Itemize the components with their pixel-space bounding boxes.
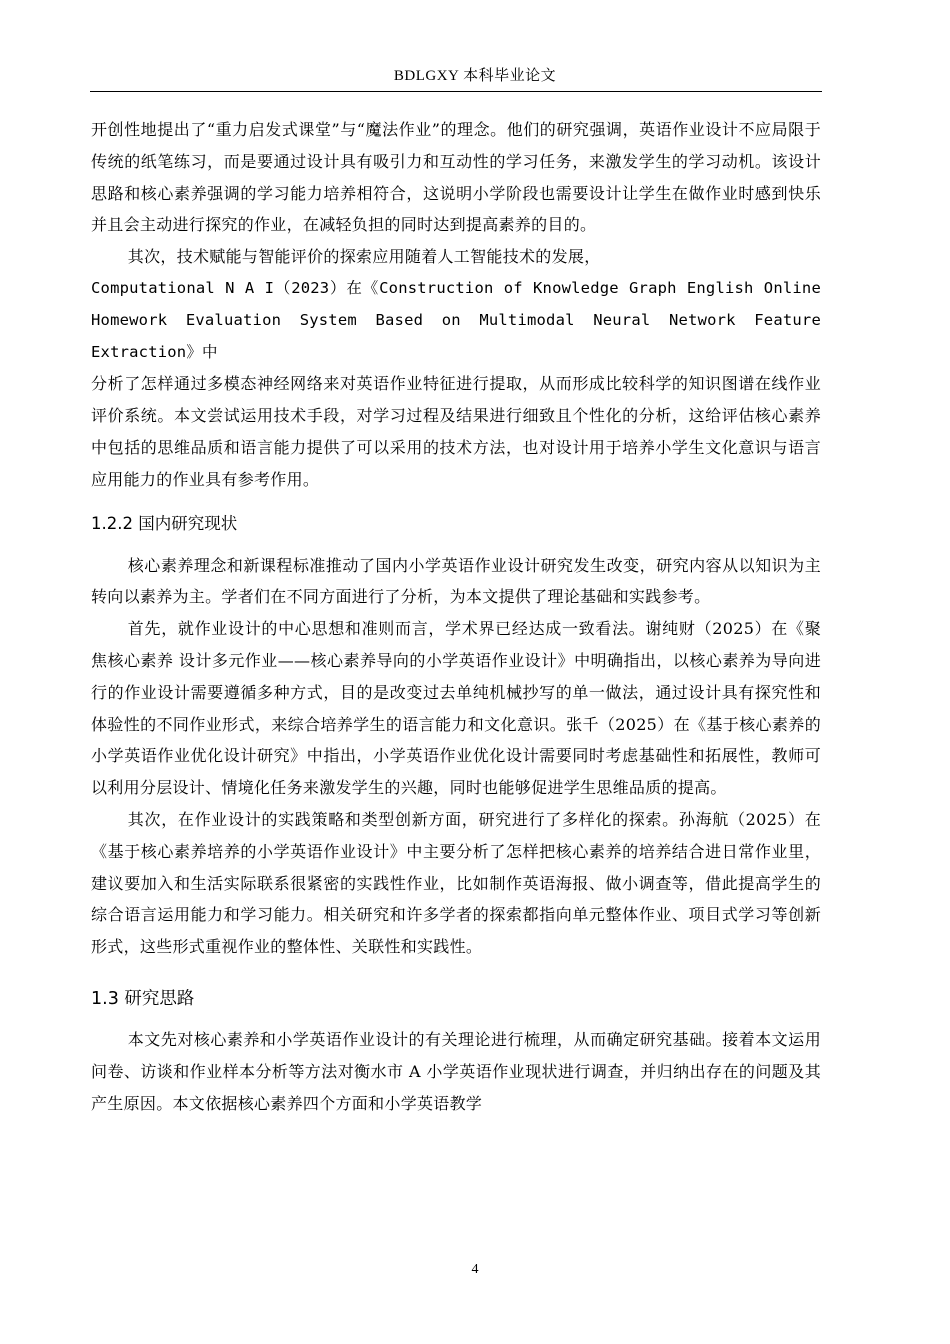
running-header: BDLGXY 本科毕业论文 xyxy=(393,68,557,84)
paragraph-technology-citation: Computational N A I（2023）在《Construction of Knowledge Graph English Online Homework Evaluation System Based on Multimodal Neural Network Feature Extraction》中 xyxy=(91,278,821,361)
paragraph-domestic-second: 其次，在作业设计的实践策略和类型创新方面，研究进行了多样化的探索。孙海航（2025）在《基于核心素养培养的小学英语作业设计》中主要分析了怎样把核心素养的培养结合进日常作业里，建议要加入和生活实际联系很紧密的实践性作业，比如制作英语海报、做小调查等，借此提高学生的综合语言运用能力和学习能力。相关研究和许多学者的探索都指向单元整体作业、项目式学习等创新形式，这些形式重视作业的整体性、关联性和实践性。 xyxy=(91,809,821,957)
heading-1-2-2: 1.2.2 国内研究现状 xyxy=(91,513,238,533)
paragraph-domestic-first: 首先，就作业设计的中心思想和准则而言，学术界已经达成一致看法。谢纯财（2025）在《聚焦核心素养 设计多元作业——核心素养导向的小学英语作业设计》中明确指出，以核心素养为导向进行的作业设计需要遵循多种方式，目的是改变过去单纯机械抄写的单一做法，通过设计具有探究性和体验性的不同作业形式，来综合培养学生的语言能力和文化意识。张千（2025）在《基于核心素养的小学英语作业优化设计研究》中指出，小学英语作业优化设计需要同时考虑基础性和拓展性，教师可以利用分层设计、情境化任务来激发学生的兴趣，同时也能够促进学生思维品质的提高。 xyxy=(91,619,821,798)
paragraph-technology-rest: 分析了怎样通过多模态神经网络来对英语作业特征进行提取，从而形成比较科学的知识图谱在线作业评价系统。本文尝试运用技术手段，对学习过程及结果进行细致且个性化的分析，这给评估核心素养中包括的思维品质和语言能力提供了可以采用的技术方法，也对设计用于培养小学生文化意识与语言应用能力的作业具有参考作用。 xyxy=(91,374,821,489)
heading-1-3: 1.3 研究思路 xyxy=(91,988,195,1009)
paragraph-continued: 开创性地提出了“重力启发式课堂”与“魔法作业”的理念。他们的研究强调，英语作业设计不应局限于传统的纸笔练习，而是要通过设计具有吸引力和互动性的学习任务，来激发学生的学习动机。该设计思路和核心素养强调的学习能力培养相符合，这说明小学阶段也需要设计让学生在做作业时感到快乐并且会主动进行探究的作业，在减轻负担的同时达到提高素养的目的。 xyxy=(91,120,821,235)
header-rule xyxy=(90,91,822,92)
page-number: 4 xyxy=(471,1262,479,1277)
paragraph-domestic-intro: 核心素养理念和新课程标准推动了国内小学英语作业设计研究发生改变，研究内容从以知识为主转向以素养为主。学者们在不同方面进行了分析，为本文提供了理论基础和实践参考。 xyxy=(91,555,821,607)
page-body xyxy=(91,114,821,1119)
paragraph-technology-first: 其次，技术赋能与智能评价的探索应用随着人工智能技术的发展， xyxy=(127,247,601,267)
paragraph-research-approach: 本文先对核心素养和小学英语作业设计的有关理论进行梳理，从而确定研究基础。接着本文运用问卷、访谈和作业样本分析等方法对衡水市 A 小学英语作业现状进行调查，并归纳出存在的问题及其产生原因。本文依据核心素养四个方面和小学英语教学 xyxy=(91,1029,821,1113)
